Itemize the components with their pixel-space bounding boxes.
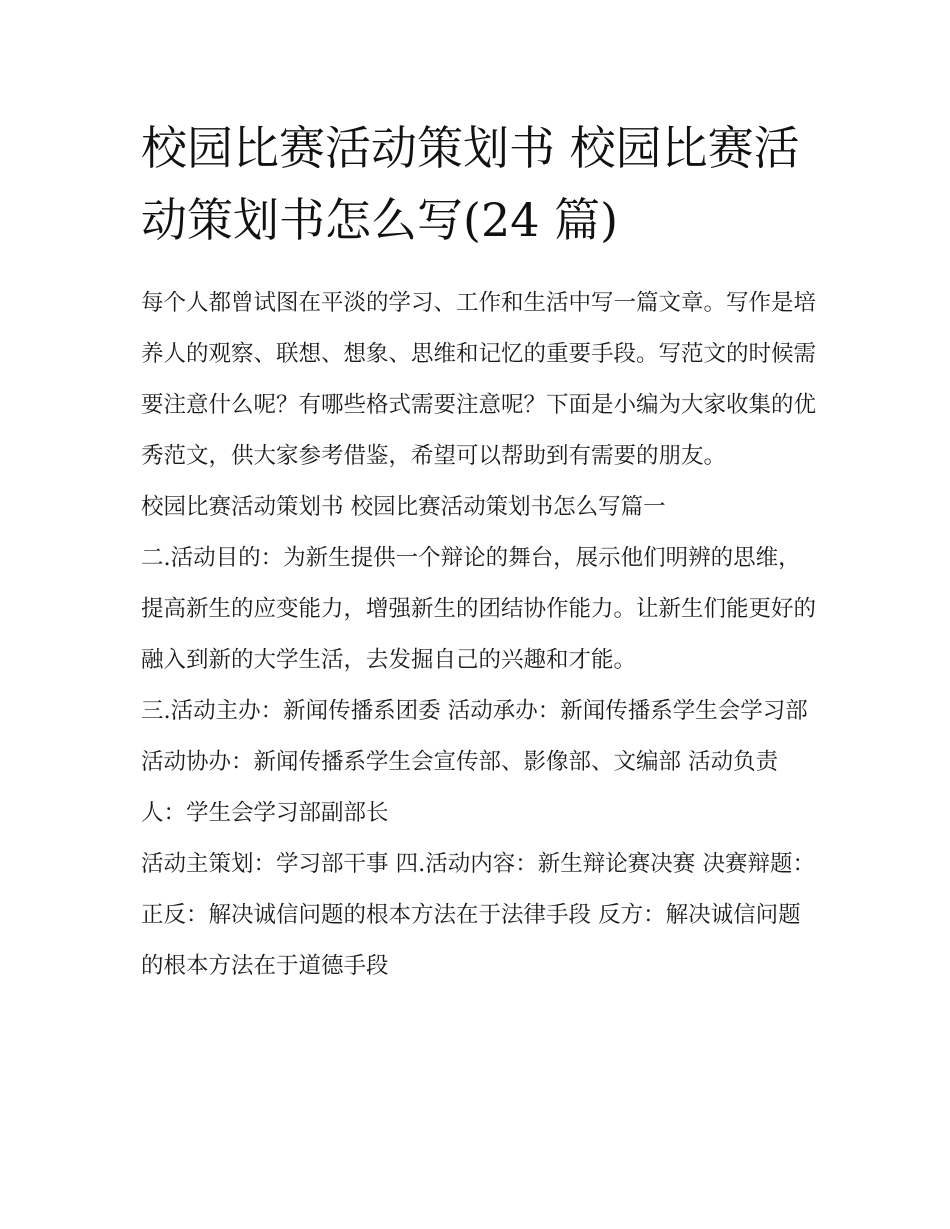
intro-paragraph: 每个人都曾试图在平淡的学习、工作和生活中写一篇文章。写作是培养人的观察、联想、想象、思维和记忆的重要手段。写范文的时候需要注意什么呢？有哪些格式需要注意呢？下面是小编为大家收集的优秀范文，供大家参考借鉴，希望可以帮助到有需要的朋友。 xyxy=(141,290,817,469)
document-title: 校园比赛活动策划书 校园比赛活动策划书怎么写(24 篇) xyxy=(141,121,800,247)
activity-purpose-paragraph: 二.活动目的：为新生提供一个辩论的舞台，展示他们明辨的思维，提高新生的应变能力，增强新生的团结协作能力。让新生们能更好的融入到新的大学生活，去发掘自己的兴趣和才能。 xyxy=(141,545,817,673)
document-body xyxy=(141,112,821,992)
section-heading: 校园比赛活动策划书 校园比赛活动策划书怎么写篇一 xyxy=(141,494,666,520)
activity-content-paragraph: 活动主策划：学习部干事 四.活动内容：新生辩论赛决赛 决赛辩题： 正反：解决诚信问题的根本方法在于法律手段 反方：解决诚信问题的根本方法在于道德手段 xyxy=(141,851,815,979)
activity-organizers-paragraph: 三.活动主办：新闻传播系团委 活动承办：新闻传播系学生会学习部 活动协办：新闻传播系学生会宣传部、影像部、文编部 活动负责人：学生会学习部副部长 xyxy=(141,698,808,826)
